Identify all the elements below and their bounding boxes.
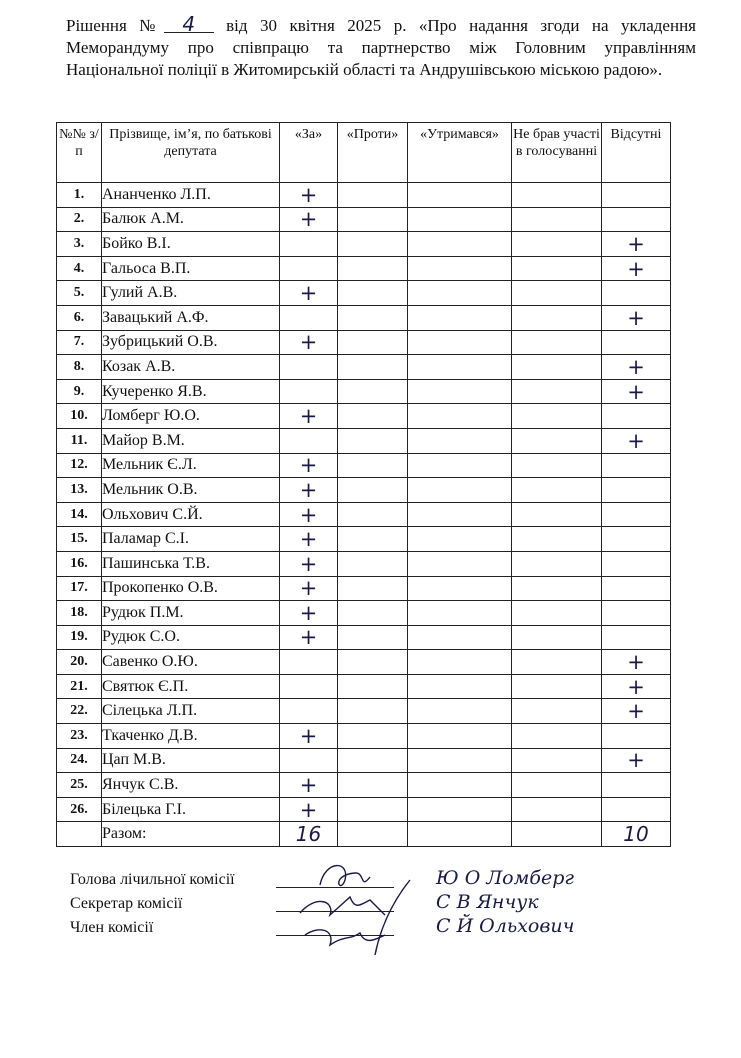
row-number: 2. (57, 207, 102, 232)
vote-abstain-cell (408, 453, 512, 478)
row-number: 25. (57, 773, 102, 798)
vote-not-voting-cell (512, 601, 602, 626)
vote-not-voting-cell (512, 404, 602, 429)
row-number: 9. (57, 379, 102, 404)
vote-absent: + (627, 379, 645, 404)
row-number: 18. (57, 601, 102, 626)
vote-absent-cell (602, 748, 671, 773)
vote-absent-cell (602, 428, 671, 453)
row-number: 21. (57, 674, 102, 699)
vote-for-cell (280, 601, 338, 626)
deputy-name: Козак А.В. (102, 355, 280, 380)
deputy-name: Білецька Г.І. (102, 797, 280, 822)
vote-not-voting-cell (512, 478, 602, 503)
vote-for-cell (280, 281, 338, 306)
vote-absent-cell (602, 232, 671, 257)
vote-abstain-cell (408, 232, 512, 257)
vote-abstain-cell (408, 207, 512, 232)
vote-not-voting-cell (512, 502, 602, 527)
vote-against-cell (338, 748, 408, 773)
vote-abstain-cell (408, 527, 512, 552)
vote-for-cell (280, 502, 338, 527)
vote-absent-cell (602, 502, 671, 527)
deputy-name: Майор В.М. (102, 428, 280, 453)
table-row (57, 551, 671, 576)
vote-against-cell (338, 305, 408, 330)
row-number: 26. (57, 797, 102, 822)
vote-against-cell (338, 650, 408, 675)
vote-for: + (299, 207, 318, 232)
vote-for: + (299, 625, 318, 650)
vote-absent-cell (602, 650, 671, 675)
row-number: 16. (57, 551, 102, 576)
vote-absent-cell (602, 478, 671, 503)
table-row (57, 699, 671, 724)
row-number: 13. (57, 478, 102, 503)
vote-not-voting-cell (512, 453, 602, 478)
vote-absent: + (627, 748, 645, 773)
deputy-name: Гальоса В.П. (102, 256, 280, 281)
vote-against-cell (338, 453, 408, 478)
vote-not-voting-cell (512, 625, 602, 650)
vote-not-voting-cell (512, 256, 602, 281)
vote-for-cell (280, 650, 338, 675)
vote-not-voting-cell (512, 674, 602, 699)
table-header-row (57, 123, 671, 183)
vote-absent-cell (602, 797, 671, 822)
vote-for: + (299, 404, 318, 429)
vote-not-voting-cell (512, 576, 602, 601)
signature-roles (70, 868, 235, 940)
voting-table (56, 122, 671, 847)
vote-not-voting-cell (512, 379, 602, 404)
vote-for: + (299, 797, 318, 822)
vote-for: + (299, 453, 318, 478)
vote-for: + (299, 723, 318, 748)
vote-absent: + (627, 256, 645, 281)
vote-for: + (299, 527, 318, 552)
vote-absent-cell (602, 305, 671, 330)
decision-number: 4 (164, 16, 214, 33)
vote-absent-cell (602, 256, 671, 281)
row-number: 8. (57, 355, 102, 380)
table-row (57, 256, 671, 281)
vote-not-voting-cell (512, 699, 602, 724)
vote-against-cell (338, 625, 408, 650)
deputy-name: Кучеренко Я.В. (102, 379, 280, 404)
vote-for: + (299, 477, 318, 502)
vote-abstain-cell (408, 773, 512, 798)
vote-for: + (299, 773, 318, 798)
vote-abstain-cell (408, 797, 512, 822)
table-row (57, 625, 671, 650)
deputy-name: Гулий А.В. (102, 281, 280, 306)
vote-absent-cell (602, 773, 671, 798)
deputy-name: Рудюк С.О. (102, 625, 280, 650)
vote-for-cell (280, 797, 338, 822)
deputy-name: Прокопенко О.В. (102, 576, 280, 601)
vote-absent-cell (602, 281, 671, 306)
role-chair: Голова лічильної комісії (70, 871, 235, 888)
table-row (57, 650, 671, 675)
vote-absent-cell (602, 404, 671, 429)
vote-against-cell (338, 551, 408, 576)
vote-against-cell (338, 674, 408, 699)
vote-abstain-cell (408, 699, 512, 724)
vote-absent-cell (602, 699, 671, 724)
vote-abstain-cell (408, 305, 512, 330)
table-row (57, 797, 671, 822)
table-row (57, 281, 671, 306)
handwritten-signatures (290, 855, 420, 965)
vote-against-cell (338, 281, 408, 306)
table-row (57, 379, 671, 404)
vote-not-voting-cell (512, 183, 602, 208)
deputy-name: Рудюк П.М. (102, 601, 280, 626)
deputy-name: Сілецька Л.П. (102, 699, 280, 724)
table-row (57, 453, 671, 478)
vote-against-cell (338, 404, 408, 429)
vote-not-voting-cell (512, 207, 602, 232)
total-absent-cell (602, 822, 671, 847)
table-row (57, 305, 671, 330)
header-name: Прізвище, ім’я, по батькові депутата (102, 123, 280, 183)
vote-against-cell (338, 232, 408, 257)
vote-not-voting-cell (512, 281, 602, 306)
vote-absent-cell (602, 183, 671, 208)
vote-absent: + (627, 699, 645, 724)
vote-for-cell (280, 576, 338, 601)
vote-absent-cell (602, 355, 671, 380)
vote-abstain-cell (408, 551, 512, 576)
vote-for-cell (280, 773, 338, 798)
deputy-name: Ломберг Ю.О. (102, 404, 280, 429)
table-row (57, 527, 671, 552)
vote-abstain-cell (408, 355, 512, 380)
vote-not-voting-cell (512, 305, 602, 330)
vote-abstain-cell (408, 379, 512, 404)
vote-abstain-cell (408, 183, 512, 208)
table-row (57, 355, 671, 380)
table-row (57, 576, 671, 601)
table-row (57, 404, 671, 429)
vote-abstain-cell (408, 428, 512, 453)
vote-against-cell (338, 576, 408, 601)
vote-not-voting-cell (512, 527, 602, 552)
total-against-cell (338, 822, 408, 847)
vote-abstain-cell (408, 502, 512, 527)
deputy-name: Завацький А.Ф. (102, 305, 280, 330)
row-number: 6. (57, 305, 102, 330)
header-absent: Відсутні (602, 123, 671, 183)
vote-against-cell (338, 797, 408, 822)
vote-for-cell (280, 330, 338, 355)
signature-name-chair: Ю О Ломберг (436, 867, 574, 889)
table-row (57, 478, 671, 503)
decision-text: від 30 квітня 2025 р. «Про надання згоди на укладення Меморандуму про співпрацю та партнерство між Головним управлінням Національної поліції в Житомирській області та Андрушівською міською радою». (66, 16, 696, 79)
vote-not-voting-cell (512, 773, 602, 798)
vote-abstain-cell (408, 650, 512, 675)
vote-for-cell (280, 453, 338, 478)
vote-for-cell (280, 724, 338, 749)
row-number: 14. (57, 502, 102, 527)
header-not-voting: Не брав участі в голосуванні (512, 123, 602, 183)
vote-abstain-cell (408, 674, 512, 699)
vote-against-cell (338, 207, 408, 232)
vote-absent-cell (602, 453, 671, 478)
vote-for-cell (280, 207, 338, 232)
vote-for: + (299, 281, 318, 306)
vote-abstain-cell (408, 724, 512, 749)
vote-for-cell (280, 551, 338, 576)
vote-abstain-cell (408, 576, 512, 601)
vote-not-voting-cell (512, 551, 602, 576)
total-abstain-cell (408, 822, 512, 847)
vote-not-voting-cell (512, 650, 602, 675)
deputy-name: Ольхович С.Й. (102, 502, 280, 527)
vote-not-voting-cell (512, 428, 602, 453)
deputy-name: Ткаченко Д.В. (102, 724, 280, 749)
table-row (57, 724, 671, 749)
row-number: 22. (57, 699, 102, 724)
row-number: 12. (57, 453, 102, 478)
table-row (57, 207, 671, 232)
row-number: 1. (57, 183, 102, 208)
deputy-name: Балюк А.М. (102, 207, 280, 232)
total-label: Разом: (102, 822, 280, 847)
deputy-name: Зубрицький О.В. (102, 330, 280, 355)
deputy-name: Янчук С.В. (102, 773, 280, 798)
header-abstain: «Утримався» (408, 123, 512, 183)
vote-for-cell (280, 379, 338, 404)
table-row (57, 773, 671, 798)
row-number: 23. (57, 724, 102, 749)
vote-against-cell (338, 183, 408, 208)
row-number: 24. (57, 748, 102, 773)
row-number: 5. (57, 281, 102, 306)
deputy-name: Савенко О.Ю. (102, 650, 280, 675)
vote-against-cell (338, 355, 408, 380)
vote-abstain-cell (408, 281, 512, 306)
vote-abstain-cell (408, 256, 512, 281)
deputy-name: Мельник Є.Л. (102, 453, 280, 478)
vote-absent: + (627, 305, 645, 330)
vote-absent-cell (602, 601, 671, 626)
row-number: 7. (57, 330, 102, 355)
header-num: №№ з/п (57, 123, 102, 183)
decision-heading (66, 12, 696, 81)
total-empty-cell (57, 822, 102, 847)
signature-name-member: С Й Ольхович (436, 915, 575, 937)
vote-absent: + (627, 674, 645, 699)
deputy-name: Цап М.В. (102, 748, 280, 773)
signature-name-secretary: С В Янчук (436, 891, 539, 913)
table-row (57, 748, 671, 773)
vote-absent-cell (602, 551, 671, 576)
vote-for: + (299, 551, 318, 576)
vote-absent-cell (602, 330, 671, 355)
deputy-name: Ананченко Л.П. (102, 183, 280, 208)
vote-absent-cell (602, 674, 671, 699)
vote-for: + (299, 330, 318, 355)
signature-names (436, 866, 574, 938)
vote-against-cell (338, 601, 408, 626)
total-not-voting-cell (512, 822, 602, 847)
vote-not-voting-cell (512, 797, 602, 822)
deputy-name: Паламар С.І. (102, 527, 280, 552)
deputy-name: Пашинська Т.В. (102, 551, 280, 576)
table-row (57, 330, 671, 355)
vote-for-cell (280, 305, 338, 330)
vote-for-cell (280, 404, 338, 429)
vote-not-voting-cell (512, 232, 602, 257)
vote-against-cell (338, 379, 408, 404)
vote-not-voting-cell (512, 724, 602, 749)
row-number: 10. (57, 404, 102, 429)
decision-prefix: Рішення № (66, 16, 164, 35)
vote-for-cell (280, 748, 338, 773)
vote-absent-cell (602, 576, 671, 601)
vote-for-cell (280, 625, 338, 650)
vote-for-cell (280, 232, 338, 257)
vote-for-cell (280, 674, 338, 699)
vote-against-cell (338, 527, 408, 552)
vote-for-cell (280, 478, 338, 503)
vote-abstain-cell (408, 330, 512, 355)
deputy-name: Святюк Є.П. (102, 674, 280, 699)
vote-against-cell (338, 428, 408, 453)
vote-abstain-cell (408, 601, 512, 626)
vote-not-voting-cell (512, 330, 602, 355)
vote-absent: + (627, 354, 645, 379)
row-number: 11. (57, 428, 102, 453)
table-row (57, 232, 671, 257)
vote-for-cell (280, 699, 338, 724)
vote-absent-cell (602, 724, 671, 749)
vote-absent-cell (602, 379, 671, 404)
vote-absent: + (627, 650, 645, 675)
role-secretary: Секретар комісії (70, 895, 183, 912)
vote-for: + (299, 600, 318, 625)
header-against: «Проти» (338, 123, 408, 183)
row-number: 19. (57, 625, 102, 650)
vote-against-cell (338, 478, 408, 503)
vote-abstain-cell (408, 625, 512, 650)
row-number: 15. (57, 527, 102, 552)
row-number: 4. (57, 256, 102, 281)
table-row (57, 183, 671, 208)
table-row (57, 502, 671, 527)
vote-for: + (299, 576, 318, 601)
header-for: «За» (280, 123, 338, 183)
vote-abstain-cell (408, 404, 512, 429)
vote-not-voting-cell (512, 748, 602, 773)
vote-for: + (299, 182, 318, 207)
deputy-name: Мельник О.В. (102, 478, 280, 503)
vote-abstain-cell (408, 478, 512, 503)
vote-against-cell (338, 502, 408, 527)
total-row (57, 822, 671, 847)
table-row (57, 601, 671, 626)
vote-absent-cell (602, 207, 671, 232)
vote-absent: + (627, 428, 645, 453)
vote-for-cell (280, 355, 338, 380)
table-row (57, 674, 671, 699)
vote-against-cell (338, 724, 408, 749)
row-number: 3. (57, 232, 102, 257)
row-number: 17. (57, 576, 102, 601)
vote-absent-cell (602, 527, 671, 552)
vote-absent: + (627, 231, 645, 256)
vote-against-cell (338, 773, 408, 798)
vote-absent-cell (602, 625, 671, 650)
deputy-name: Бойко В.І. (102, 232, 280, 257)
vote-not-voting-cell (512, 355, 602, 380)
total-for-cell (280, 822, 338, 847)
vote-for-cell (280, 527, 338, 552)
table-row (57, 428, 671, 453)
role-member: Член комісії (70, 919, 154, 936)
vote-abstain-cell (408, 748, 512, 773)
vote-against-cell (338, 256, 408, 281)
vote-for: + (299, 502, 318, 527)
vote-for-cell (280, 428, 338, 453)
vote-for-cell (280, 183, 338, 208)
total-for: 16 (295, 822, 322, 847)
vote-against-cell (338, 330, 408, 355)
vote-against-cell (338, 699, 408, 724)
total-absent: 10 (623, 822, 649, 847)
row-number: 20. (57, 650, 102, 675)
vote-for-cell (280, 256, 338, 281)
